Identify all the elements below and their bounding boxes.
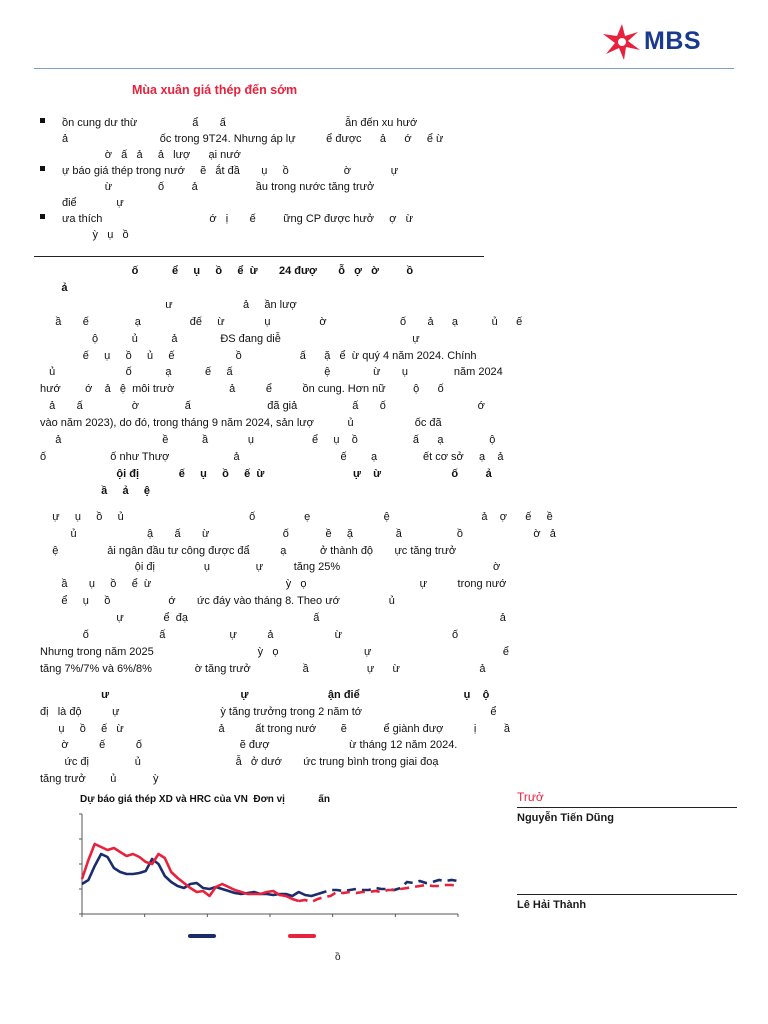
body-line: ế ụ ồ ủ ế ồ ấ ặ ể ừ quý 4 năm 2024. Chính: [40, 349, 477, 362]
mbs-logo: [600, 22, 730, 62]
body-line: ộ ủ ả ĐS đang diễ ự: [40, 332, 420, 345]
bullet-marker: [40, 118, 45, 123]
body-line: ả ấ ờ ấ đã giả ấ ố ớ: [40, 400, 485, 413]
steel-price-chart: [68, 792, 468, 972]
body-line: ầ ế ạ đế ừ ụ ờ ố ả ạ ủ ế: [40, 315, 523, 328]
analyst-divider: [517, 894, 737, 895]
body-line: ố ể ụ ồ ể ừ 24 đượ ỗ ợ ờ ồ: [40, 265, 414, 277]
body-line: ức đị ủ ẫ ở dướ ức trung bình trong giai đoạ: [40, 756, 439, 769]
body-line: ầ ụ ồ ể ừ ỳ ọ ự trong nướ: [40, 578, 507, 591]
logo-text: MBS: [644, 27, 702, 55]
body-line: tăng trưở ủ ỳ: [40, 773, 159, 786]
body-line: ội đị ụ ự tăng 25% ờ: [40, 561, 501, 574]
report-title: Mùa xuân giá thép đến sớm: [132, 83, 298, 97]
series-2-actual-line: [82, 844, 299, 901]
bullet-text: ả ốc trong 9T24. Nhưng áp lự ể được ả ớ ể ừ: [62, 133, 444, 145]
body-line: Nhưng trong năm 2025 ỳ ọ ự ể: [40, 645, 509, 658]
body-line: ủ ậ ấ ừ ố ề ặ ầ ồ ờ ả: [40, 527, 556, 540]
body-line: ự ụ ồ ủ ố ẹ ệ ả ợ ế ề: [40, 510, 553, 523]
series-1-actual-line: [82, 854, 318, 896]
body-line: ư ự ận điể ụ ộ: [40, 688, 490, 701]
body-line: đị là độ ự ỳ tăng trưởng trong 2 năm tớ ể: [40, 705, 497, 718]
bullet-text: ồn cung dư thừ ẩ ấ ẫn đến xu hướ: [62, 117, 418, 129]
body-line: ờ ế ố ẽ đượ ừ tháng 12 năm 2024.: [40, 739, 458, 752]
analyst-panel: [517, 790, 737, 911]
section-divider: [34, 256, 484, 257]
body-line: ụ ồ ế ừ ả ất trong nướ ẽ ể giành đượ ị ầ: [40, 722, 510, 735]
bullet-text: ừ ố ả ầu trong nước tăng trưở: [62, 181, 375, 193]
chart-plot: [68, 810, 468, 940]
body-line: ủ ố ạ ế ấ ệ ừ ụ năm 2024: [40, 366, 503, 379]
body-line: ả ề ầ ụ ể ụ ồ ấ ạ ộ: [40, 434, 496, 447]
body-line: ể ụ ồ ớ ức đáy vào tháng 8. Theo ướ ủ: [40, 595, 395, 608]
body-line: ố ấ ự ả ừ ố: [40, 629, 459, 642]
body-line: hướ ớ ả ệ môi trườ ả ể ồn cung. Hơn nữ ộ ố: [40, 383, 444, 396]
chart-title: Dự báo giá thép XD và HRC của VN Đơn vị ấn: [80, 794, 330, 805]
bullet-text: ờ ấ ả ả lượ ại nướ: [62, 149, 241, 161]
bullet-item: [40, 163, 485, 211]
body-line: ố ố như Thượ ả ế ạ ết cơ sở ạ ả: [40, 450, 504, 463]
bullet-text: ưa thích ớ ị ế ững CP được hưở ợ ừ: [62, 213, 413, 225]
analyst-name: Nguyễn Tiến Dũng: [517, 812, 614, 824]
mbs-star-icon: [600, 22, 644, 62]
bullet-text: ỳ ụ ồ: [62, 229, 129, 241]
analyst-name: Lê Hải Thành: [517, 899, 587, 911]
body-line: vào năm 2023), do đó, trong tháng 9 năm 2024, sản lượ ủ ốc đã: [40, 417, 442, 430]
body-line: ệ ải ngân đầu tư công được đẩ ạ ở thành độ ực tăng trưở: [40, 544, 457, 557]
bullet-item: [40, 211, 485, 243]
bullet-item: [40, 115, 485, 163]
chart-source: ồ: [335, 952, 341, 963]
legend-series-1: [188, 934, 216, 938]
analyst-divider: [517, 807, 737, 808]
body-line: ội đị ế ụ ồ ế ừ ự ừ ố ả: [40, 467, 492, 480]
body-line: ầ ả ệ: [40, 484, 151, 497]
legend-series-2: [288, 934, 316, 938]
bullet-text: điể ự: [62, 197, 124, 209]
paragraph-gap: [40, 500, 480, 509]
bullet-marker: [40, 166, 45, 171]
analyst-heading: Trưở: [517, 790, 544, 804]
header-divider: [34, 68, 734, 69]
body-line: tăng 7%/7% và 6%/8% ờ tăng trưở ầ ự ừ ả: [40, 662, 486, 675]
bullet-text: ự báo giá thép trong nướ ẽ ắt đầ ụ ồ ờ ự: [62, 165, 399, 177]
report-body: [40, 263, 556, 788]
body-line: ư ả ần lượ: [40, 298, 297, 311]
paragraph-gap: [40, 678, 480, 687]
summary-bullets: [40, 115, 485, 243]
bullet-marker: [40, 214, 45, 219]
body-line: ả: [40, 281, 68, 294]
body-line: ự ể đạ ấ ả: [40, 612, 506, 625]
